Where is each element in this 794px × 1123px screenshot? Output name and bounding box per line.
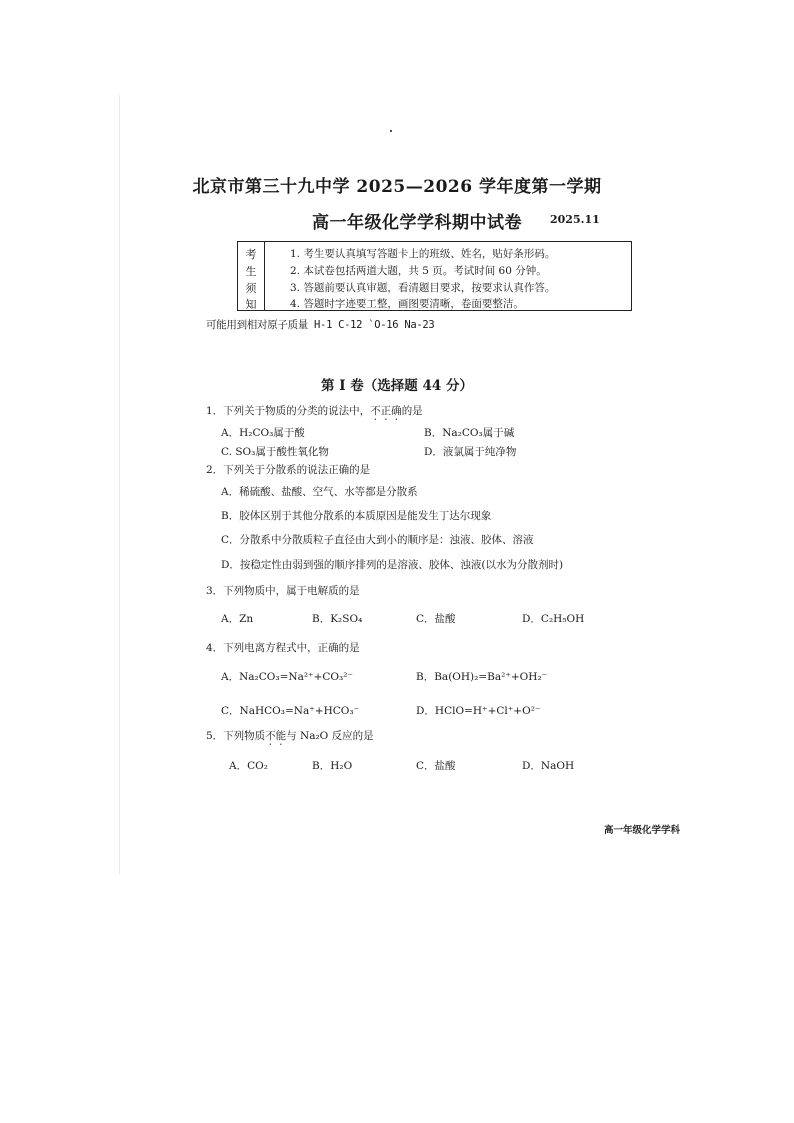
- emphasized-text: 不正确: [370, 405, 402, 417]
- question-1-option-a: A．H₂CO₃属于酸: [221, 427, 305, 439]
- question-3-option-d: D．C₂H₅OH: [522, 613, 585, 625]
- question-1-option-b: B．Na₂CO₃属于碱: [424, 427, 515, 439]
- question-4-option-b: B．Ba(OH)₂=Ba²⁺+OH₂⁻: [416, 671, 548, 683]
- question-5-option-c: C．盐酸: [416, 760, 456, 772]
- question-5-option-a: A．CO₂: [229, 760, 268, 772]
- stem-text: 的是: [401, 405, 423, 417]
- candidate-notice-box: [237, 241, 632, 311]
- notice-line: 4. 答题时字迹要工整，画图要清晰，卷面要整洁。: [290, 298, 524, 310]
- question-2-option-d: D．按稳定性由弱到强的顺序排列的是溶液、胶体、浊液(以水为分散剂时): [221, 559, 564, 571]
- notice-label-char: 生: [245, 265, 257, 278]
- stem-text: 5．下列物质: [206, 730, 266, 742]
- scan-speck: [390, 130, 392, 132]
- stem-text: 1．下列关于物质的分类的说法中，: [206, 405, 371, 417]
- question-3-option-c: C．盐酸: [416, 613, 456, 625]
- question-2-option-a: A．稀硫酸、盐酸、空气、水等都是分散系: [221, 486, 418, 498]
- page-footer: 高一年级化学学科: [604, 825, 681, 836]
- question-4-stem: 4．下列电离方程式中，正确的是: [206, 642, 360, 654]
- notice-line: 2. 本试卷包括两道大题，共 5 页。考试时间 60 分钟。: [290, 265, 547, 277]
- question-1-stem: [206, 403, 423, 423]
- question-3-stem: 3．下列物质中，属于电解质的是: [206, 585, 360, 597]
- notice-label-column: [238, 242, 265, 310]
- notice-label-char: 须: [245, 282, 257, 295]
- question-4-option-c: C．NaHCO₃=Na⁺+HCO₃⁻: [221, 705, 360, 717]
- exam-title-line1: 北京市第三十九中学 2025—2026 学年度第一学期: [192, 177, 602, 197]
- notice-line: 3. 答题前要认真审题，看清题目要求，按要求认真作答。: [290, 282, 556, 294]
- exam-date: 2025.11: [550, 213, 600, 226]
- question-2-stem: 2．下列关于分散系的说法正确的是: [206, 464, 371, 476]
- question-3-option-b: B．K₂SO₄: [312, 613, 363, 625]
- relative-atomic-masses: 可能用到相对原子质量 H-1 C-12 `O-16 Na-23: [206, 319, 435, 331]
- scan-margin-shadow: [119, 95, 120, 875]
- question-5-option-b: B．H₂O: [312, 760, 353, 772]
- question-3-option-a: A．Zn: [221, 613, 254, 625]
- stem-text: 与 Na₂O 反应的是: [286, 730, 374, 742]
- question-2-option-c: C．分散系中分散质粒子直径由大到小的顺序是：浊液、胶体、溶液: [221, 534, 534, 546]
- notice-line: 1. 考生要认真填写答题卡上的班级、姓名，贴好条形码。: [290, 248, 556, 260]
- notice-label-char: 知: [245, 298, 257, 311]
- question-5-option-d: D．NaOH: [522, 760, 575, 772]
- question-2-option-b: B．胶体区别于其他分散系的本质原因是能发生丁达尔现象: [221, 510, 492, 522]
- question-1-option-d: D．液氯属于纯净物: [424, 446, 517, 458]
- question-4-option-d: D．HClO=H⁺+Cl⁺+O²⁻: [416, 705, 541, 717]
- section-title: 第 I 卷（选择题 44 分）: [321, 378, 473, 394]
- question-5-stem: [206, 728, 374, 748]
- question-1-option-c: C. SO₃属于酸性氧化物: [221, 446, 329, 458]
- emphasized-text: 不能: [265, 730, 287, 742]
- question-4-option-a: A．Na₂CO₃=Na²⁺+CO₃²⁻: [221, 671, 353, 683]
- notice-label-char: 考: [245, 248, 257, 261]
- exam-title-line2: 高一年级化学学科期中试卷: [312, 213, 522, 233]
